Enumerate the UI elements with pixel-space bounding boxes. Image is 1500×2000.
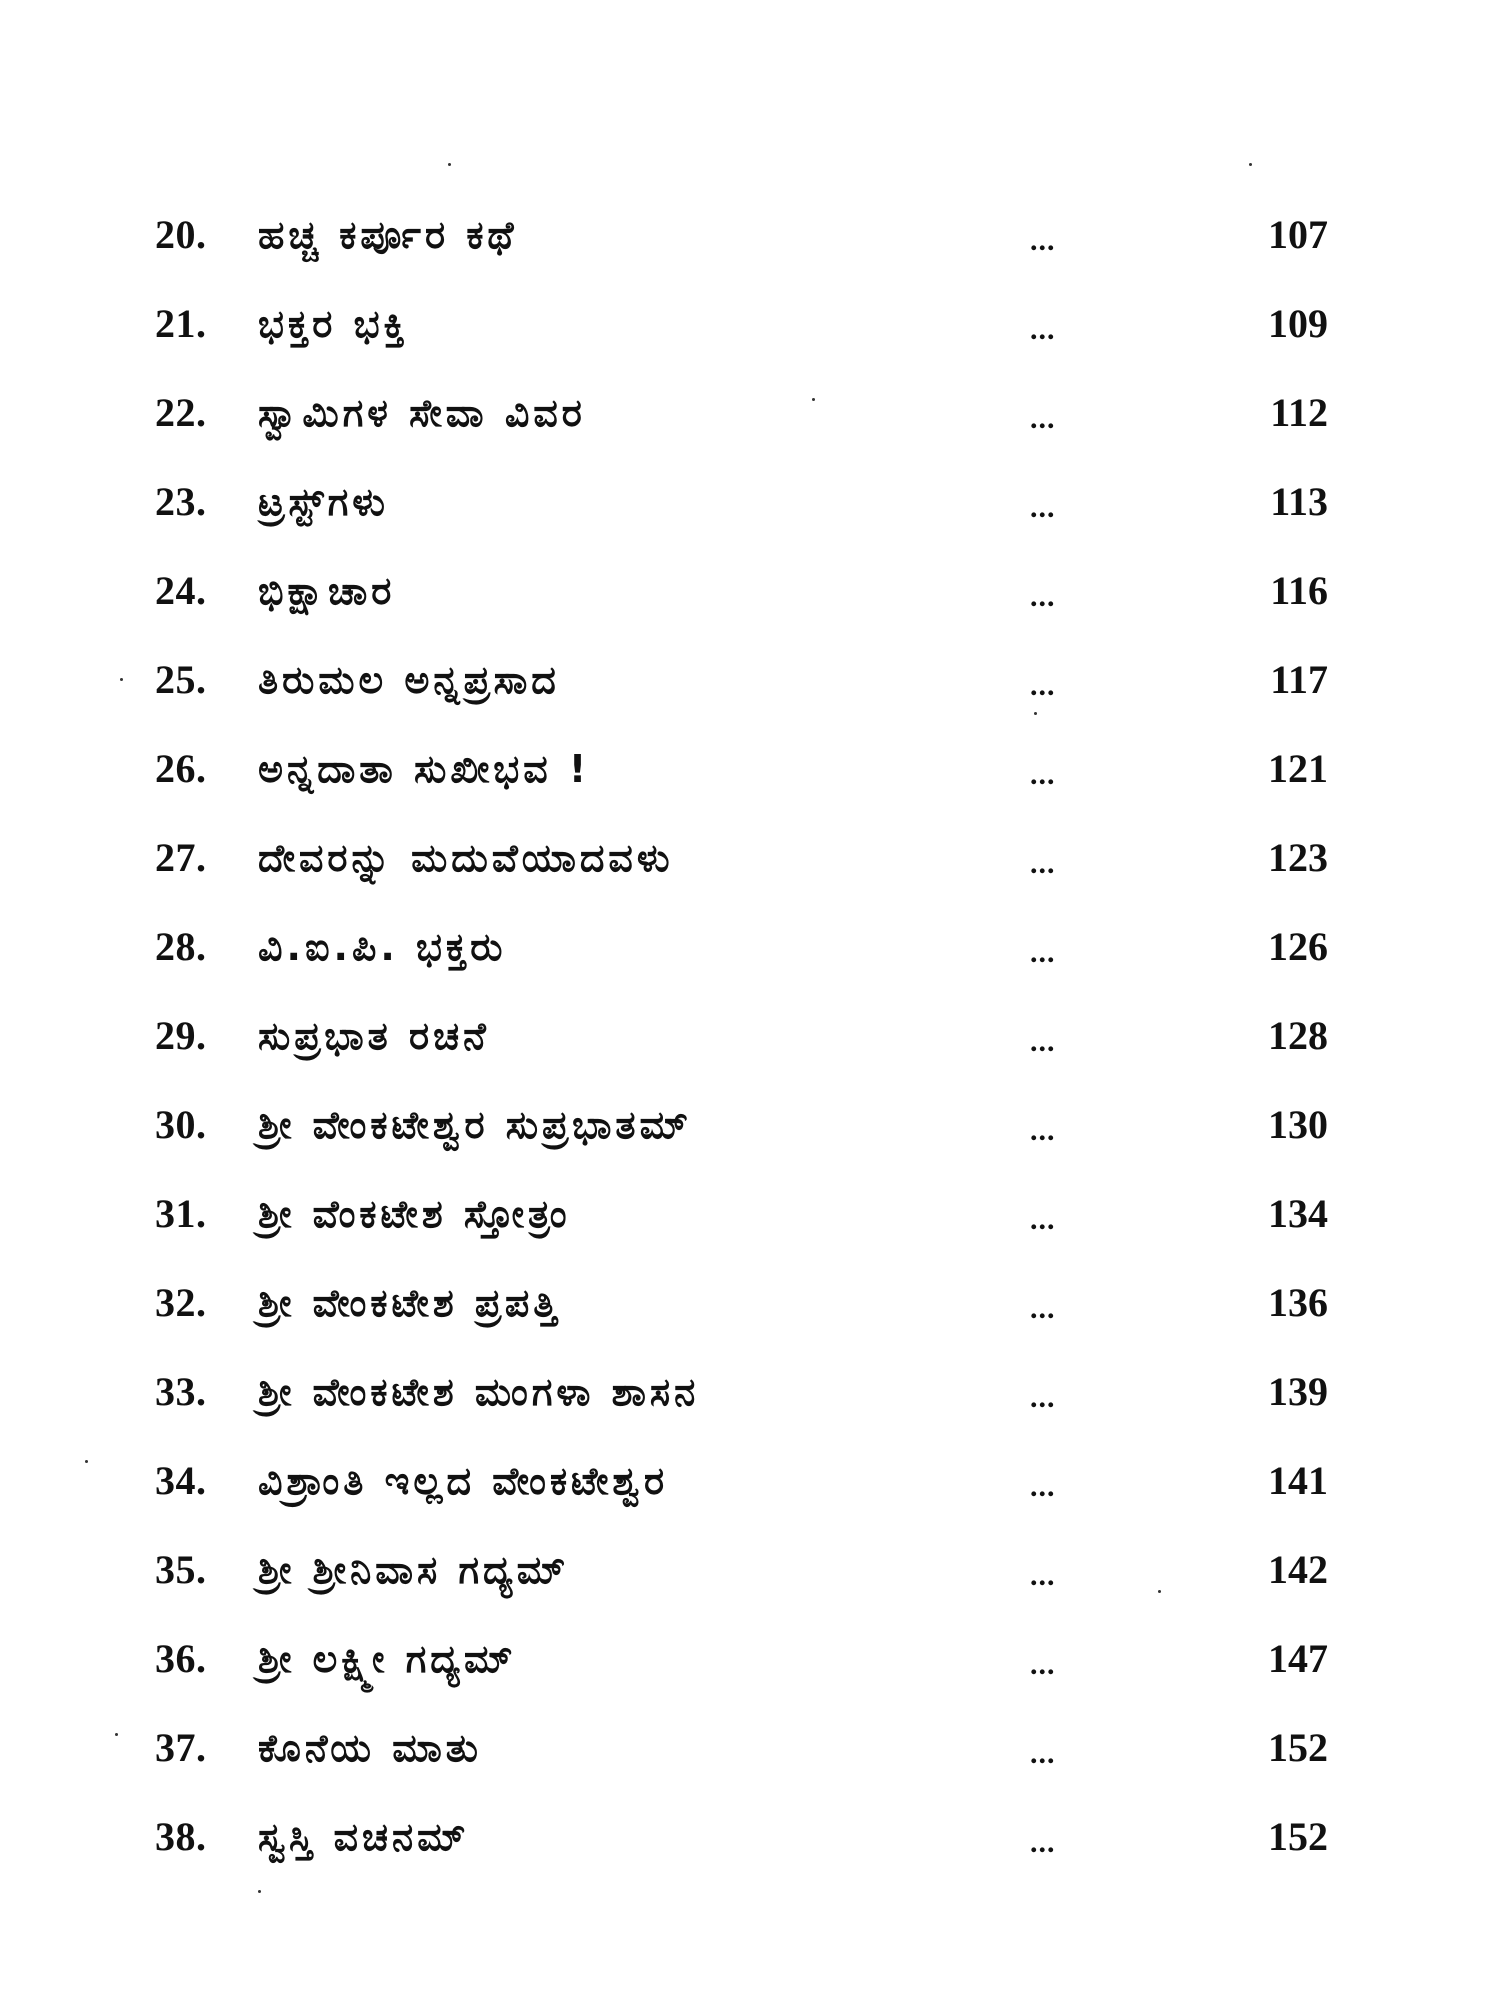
- entry-number: 37.: [155, 1725, 207, 1770]
- entry-number: 24.: [155, 568, 207, 613]
- entry-leader-dots: ...: [1030, 1648, 1056, 1681]
- toc-entry: [0, 383, 1500, 443]
- scan-speck: [1249, 163, 1252, 166]
- entry-title: ಶ್ರೀ ವೇಂಕಟೇಶ ಮಂಗಳಾ ಶಾಸನ: [258, 1370, 700, 1414]
- entry-page-number: 107: [1268, 212, 1328, 257]
- entry-number: 32.: [155, 1280, 207, 1325]
- toc-entry: [0, 1540, 1500, 1600]
- entry-number: 38.: [155, 1814, 207, 1859]
- entry-title: ಟ್ರಸ್ಟ್‌ಗಳು: [258, 480, 389, 524]
- entry-page-number: 147: [1268, 1636, 1328, 1681]
- entry-leader-dots: ...: [1030, 1826, 1056, 1859]
- entry-page-number: 152: [1268, 1725, 1328, 1770]
- entry-number: 21.: [155, 301, 207, 346]
- toc-entry: [0, 1718, 1500, 1778]
- scan-speck: [1034, 712, 1037, 715]
- entry-title: ಭಿಕ್ಷಾಚಾರ: [258, 569, 396, 613]
- entry-leader-dots: ...: [1030, 491, 1056, 524]
- entry-leader-dots: ...: [1030, 936, 1056, 969]
- entry-leader-dots: ...: [1030, 1470, 1056, 1503]
- entry-leader-dots: ...: [1030, 1292, 1056, 1325]
- entry-title: ಅನ್ನದಾತಾ ಸುಖೀಭವ !: [258, 747, 591, 791]
- entry-number: 27.: [155, 835, 207, 880]
- entry-number: 23.: [155, 479, 207, 524]
- entry-number: 22.: [155, 390, 207, 435]
- toc-entry: [0, 1006, 1500, 1066]
- entry-title: ದೇವರನ್ನು ಮದುವೆಯಾದವಳು: [258, 836, 674, 880]
- entry-leader-dots: ...: [1030, 847, 1056, 880]
- toc-entry: [0, 917, 1500, 977]
- entry-page-number: 152: [1268, 1814, 1328, 1859]
- entry-leader-dots: ...: [1030, 1737, 1056, 1770]
- entry-number: 30.: [155, 1102, 207, 1147]
- entry-title: ಕೊನೆಯ ಮಾತು: [258, 1726, 483, 1770]
- entry-title: ಹಚ್ಚ ಕರ್ಪೂರ ಕಥೆ: [258, 213, 518, 257]
- toc-entry: [0, 205, 1500, 265]
- entry-page-number: 116: [1270, 568, 1328, 613]
- scan-speck: [258, 1890, 261, 1893]
- entry-leader-dots: ...: [1030, 1114, 1056, 1147]
- scan-speck: [85, 1460, 88, 1463]
- entry-page-number: 123: [1268, 835, 1328, 880]
- entry-number: 33.: [155, 1369, 207, 1414]
- toc-entry: [0, 739, 1500, 799]
- entry-number: 20.: [155, 212, 207, 257]
- entry-page-number: 113: [1270, 479, 1328, 524]
- entry-page-number: 141: [1268, 1458, 1328, 1503]
- toc-entry: [0, 1362, 1500, 1422]
- toc-entry: [0, 294, 1500, 354]
- scan-speck: [115, 1733, 118, 1736]
- scan-speck: [1158, 1590, 1161, 1593]
- entry-title: ಸ್ವಸ್ತಿ ವಚನಮ್: [258, 1815, 470, 1859]
- toc-entry: [0, 472, 1500, 532]
- entry-leader-dots: ...: [1030, 224, 1056, 257]
- entry-title: ಶ್ರೀ ವೆಂಕಟೇಶ ಸ್ತೋತ್ರಂ: [258, 1192, 571, 1236]
- entry-number: 34.: [155, 1458, 207, 1503]
- entry-leader-dots: ...: [1030, 1203, 1056, 1236]
- toc-entry: [0, 1095, 1500, 1155]
- entry-leader-dots: ...: [1030, 580, 1056, 613]
- toc-entry: [0, 1807, 1500, 1867]
- entry-number: 28.: [155, 924, 207, 969]
- scan-speck: [448, 163, 451, 166]
- entry-page-number: 109: [1268, 301, 1328, 346]
- entry-leader-dots: ...: [1030, 402, 1056, 435]
- entry-title: ಶ್ರೀ ವೇಂಕಟೇಶ್ವರ ಸುಪ್ರಭಾತಮ್: [258, 1103, 693, 1147]
- entry-number: 35.: [155, 1547, 207, 1592]
- entry-page-number: 112: [1270, 390, 1328, 435]
- entry-page-number: 139: [1268, 1369, 1328, 1414]
- entry-page-number: 121: [1268, 746, 1328, 791]
- entry-page-number: 128: [1268, 1013, 1328, 1058]
- entry-title: ಶ್ರೀ ವೇಂಕಟೇಶ ಪ್ರಪತ್ತಿ: [258, 1281, 561, 1325]
- entry-number: 31.: [155, 1191, 207, 1236]
- toc-entry: [0, 1184, 1500, 1244]
- entry-number: 29.: [155, 1013, 207, 1058]
- toc-entry: [0, 1273, 1500, 1333]
- entry-number: 36.: [155, 1636, 207, 1681]
- entry-title: ವಿಶ್ರಾಂತಿ ಇಲ್ಲದ ವೇಂಕಟೇಶ್ವರ: [258, 1459, 669, 1503]
- toc-entry: [0, 1451, 1500, 1511]
- entry-page-number: 126: [1268, 924, 1328, 969]
- entry-leader-dots: ...: [1030, 313, 1056, 346]
- entry-title: ಸ್ವಾಮಿಗಳ ಸೇವಾ ವಿವರ: [258, 391, 586, 435]
- entry-title: ಸುಪ್ರಭಾತ ರಚನೆ: [258, 1014, 490, 1058]
- entry-page-number: 136: [1268, 1280, 1328, 1325]
- scan-speck: [812, 398, 815, 401]
- entry-page-number: 117: [1270, 657, 1328, 702]
- toc-entry: [0, 828, 1500, 888]
- entry-leader-dots: ...: [1030, 1025, 1056, 1058]
- entry-number: 26.: [155, 746, 207, 791]
- entry-page-number: 142: [1268, 1547, 1328, 1592]
- entry-title: ತಿರುಮಲ ಅನ್ನಪ್ರಸಾದ: [258, 658, 560, 702]
- toc-entry: [0, 561, 1500, 621]
- entry-page-number: 130: [1268, 1102, 1328, 1147]
- entry-title: ಶ್ರೀ ಶ್ರೀನಿವಾಸ ಗದ್ಯಮ್: [258, 1548, 570, 1592]
- toc-entry: [0, 1629, 1500, 1689]
- entry-title: ವಿ.ಐ.ಪಿ. ಭಕ್ತರು: [258, 925, 507, 969]
- entry-leader-dots: ...: [1030, 758, 1056, 791]
- entry-leader-dots: ...: [1030, 1381, 1056, 1414]
- entry-page-number: 134: [1268, 1191, 1328, 1236]
- entry-number: 25.: [155, 657, 207, 702]
- entry-title: ಶ್ರೀ ಲಕ್ಷ್ಮೀ ಗದ್ಯಮ್: [258, 1637, 517, 1681]
- entry-title: ಭಕ್ತರ ಭಕ್ತಿ: [258, 302, 409, 346]
- entry-leader-dots: ...: [1030, 669, 1056, 702]
- entry-leader-dots: ...: [1030, 1559, 1056, 1592]
- scan-speck: [120, 678, 123, 681]
- toc-entry: [0, 650, 1500, 710]
